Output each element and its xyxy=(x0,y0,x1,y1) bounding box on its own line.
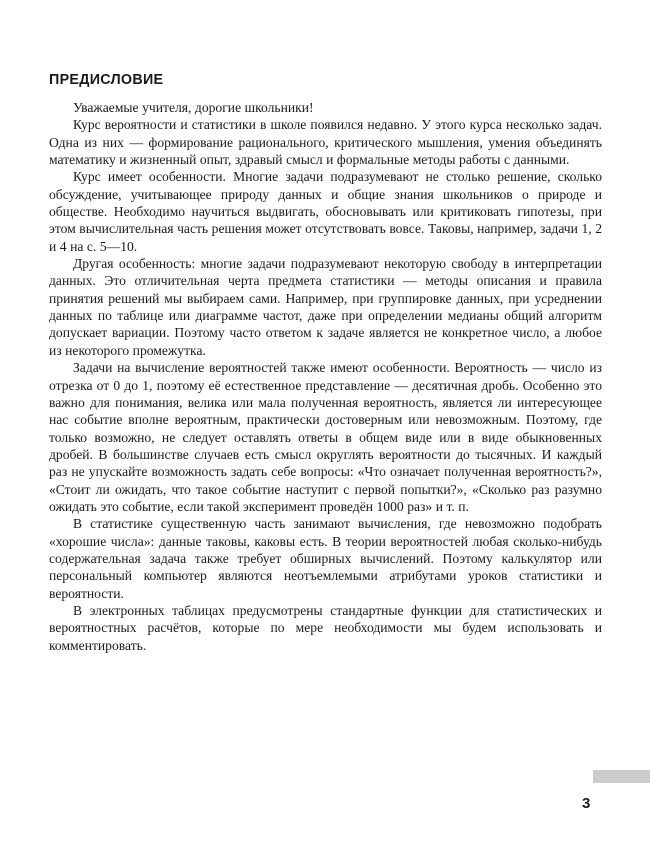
paragraph-course-features: Курс имеет особенности. Многие задачи подразумевают не столько решение, сколько обсуждение, учитывающее природу данных и общие знания школьников о природе и обществе. Необходимо научиться выдвигать, обосновывать или критиковать гипотезы, при этом вычислительная часть решения может отсутствовать вовсе. Таковы, например, задачи 1, 2 и 4 на с. 5—10. xyxy=(49,169,602,254)
paragraph-probability-tasks: Задачи на вычисление вероятностей также имеют особенности. Вероятность — число из отрезка от 0 до 1, поэтому её естественное представление — десятичная дробь. Особенно это важно для понимания, велика или мала полученная вероятность, является ли интересующее нас событие вполне вероятным, практически достоверным или невозможным. Поэтому, где только возможно, не следует оставлять ответы в общем виде или в виде обыкновенных дробей. В большинстве случаев есть смысл округлять вероятности до тысячных. И каждый раз не упускайте возможность задать себе вопросы: «Что означает полученная вероятность?», «Стоит ли ожидать, что такое событие наступит с первой попытки?», «Сколько раз разумно ожидать это событие, если такой эксперимент проведён 1000 раз» и т. п. xyxy=(49,360,602,514)
page-number: 3 xyxy=(582,795,591,812)
body-text-column xyxy=(49,99,602,654)
paragraph-course-intro: Курс вероятности и статистики в школе появился недавно. У этого курса несколько задач. Одна из них — формирование рационального, критического мышления, умения объединять математику и жизненный опыт, здравый смысл и формальные методы работы с данными. xyxy=(49,117,602,168)
paragraph-interpretation-freedom: Другая особенность: многие задачи подразумевают некоторую свободу в интерпретации данных. Это отличительная черта предмета статистики — методы описания и правила принятия решений мы выбираем сами. Например, при группировке данных, при усреднении данных по таблице или диаграмме частот, даже при определении медианы общий алгоритм допускает вариации. Поэтому часто ответом к задаче является не конкретное число, а любое из некоторого промежутка. xyxy=(49,256,602,358)
paragraph-computations: В статистике существенную часть занимают вычисления, где невозможно подобрать «хорошие числа»: данные таковы, каковы есть. В теории вероятностей любая сколько-нибудь содержательная задача также требует обширных вычислений. Поэтому калькулятор или персональный компьютер являются неотъемлемыми атрибутами уроков статистики и вероятности. xyxy=(49,516,602,601)
page-title: ПРЕДИСЛОВИЕ xyxy=(49,71,164,88)
paragraph-greeting: Уважаемые учителя, дорогие школьники! xyxy=(73,100,314,115)
margin-marker xyxy=(593,770,650,783)
paragraph-spreadsheets: В электронных таблицах предусмотрены стандартные функции для статистических и вероятностных расчётов, которые по мере необходимости мы будем использовать и комментировать. xyxy=(49,602,602,653)
